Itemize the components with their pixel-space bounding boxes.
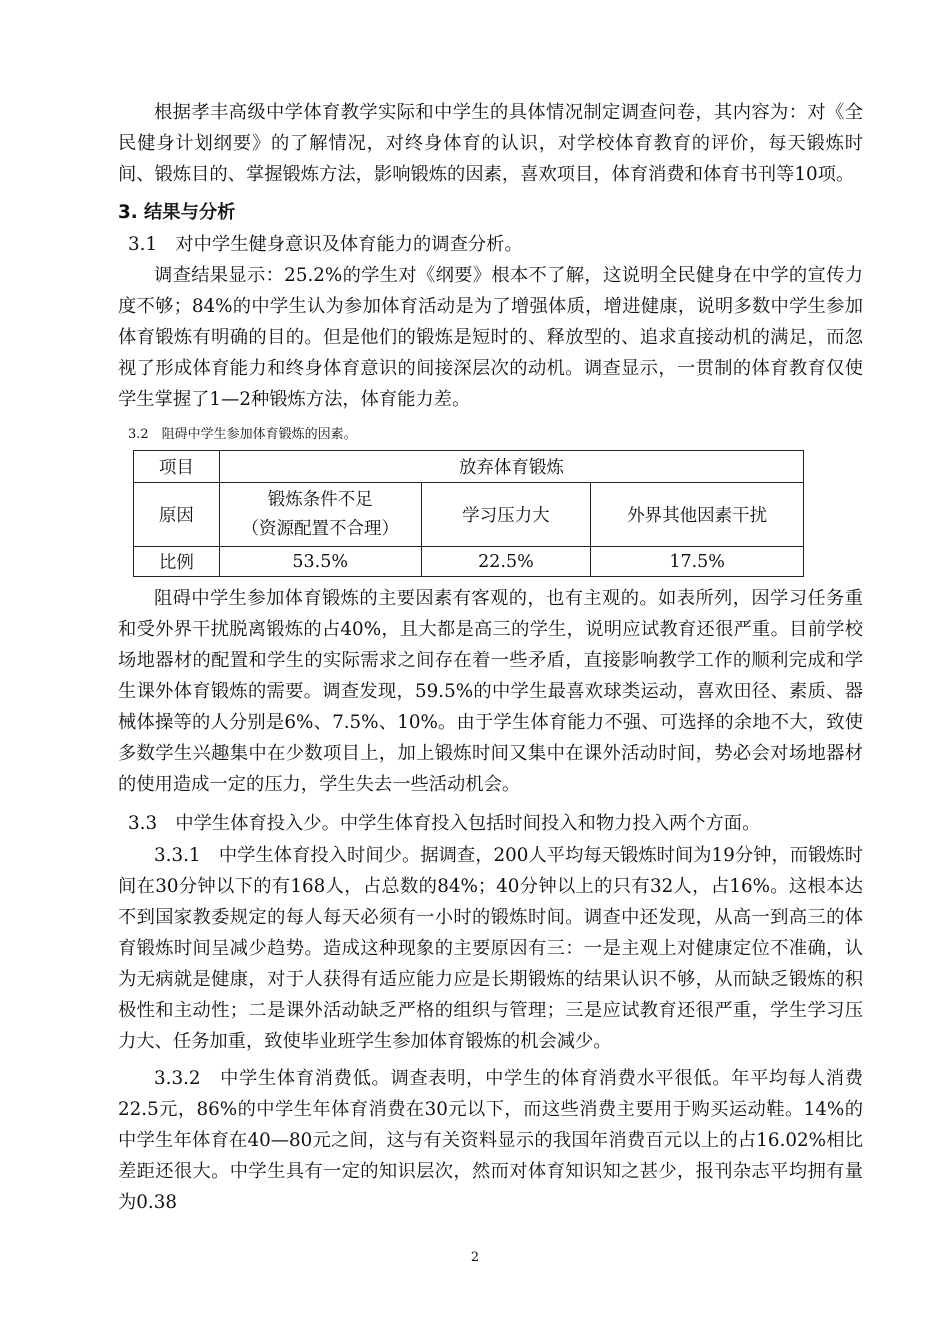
- table-cell: 比例: [134, 547, 220, 577]
- table-cell: 17.5%: [591, 547, 804, 577]
- section-3-3-2-paragraph: 3.3.2 中学生体育消费低。调查表明，中学生的体育消费水平很低。年平均每人消费22.5元，86%的中学生年体育消费在30元以下，而这些消费主要用于购买运动鞋。14%的中学生年体育在40—80元之间，这与有关资料显示的我国年消费百元以上的占16.02%相比差距还很大。中学生具有一定的知识层次，然而对体育知识知之甚少，报刊杂志平均拥有量为0.38: [118, 1068, 863, 1213]
- table-row: [134, 483, 804, 547]
- table-cell: 22.5%: [421, 547, 591, 577]
- table-row: [134, 451, 804, 483]
- section-3-heading: 3. 结果与分析: [118, 202, 236, 223]
- section-3-2-paragraph: 阻碍中学生参加体育锻炼的主要因素有客观的，也有主观的。如表所列，因学习任务重和受外界干扰脱离锻炼的占40%，且大都是高三的学生，说明应试教育还很严重。目前学校场地器材的配置和学生的实际需求之间存在着一些矛盾，直接影响教学工作的顺利完成和学生课外体育锻炼的需要。调查发现，59.5%的中学生最喜欢球类运动，喜欢田径、素质、器械体操等的人分别是6%、7.5%、10%。由于学生体育能力不强、可选择的余地不大，致使多数学生兴趣集中在少数项目上，加上锻炼时间又集中在课外活动时间，势必会对场地器材的使用造成一定的压力，学生失去一些活动机会。: [118, 588, 863, 795]
- table-cell: 学习压力大: [421, 483, 591, 547]
- section-3-3-1-paragraph: 3.3.1 中学生体育投入时间少。据调查，200人平均每天锻炼时间为19分钟，而锻炼时间在30分钟以下的有168人，占总数的84%；40分钟以上的只有32人，占16%。这根本达不到国家教委规定的每人每天必须有一小时的锻炼时间。调查中还发现，从高一到高三的体育锻炼时间呈减少趋势。造成这种现象的主要原因有三：一是主观上对健康定位不准确，认为无病就是健康，对于人获得有适应能力应是长期锻炼的结果认识不够，从而缺乏锻炼的积极性和主动性；二是课外活动缺乏严格的组织与管理；三是应试教育还很严重，学生学习压力大、任务加重，致使毕业班学生参加体育锻炼的机会减少。: [118, 845, 863, 1052]
- table-cell: [219, 483, 421, 547]
- intro-paragraph: 根据孝丰高级中学体育教学实际和中学生的具体情况制定调查问卷，其内容为：对《全民健身计划纲要》的了解情况，对终身体育的认识，对学校体育教育的评价，每天锻炼时间、锻炼目的、掌握锻炼方法，影响锻炼的因素，喜欢项目，体育消费和体育书刊等10项。: [118, 102, 863, 185]
- table-row: [134, 547, 804, 577]
- table-cell: 53.5%: [219, 547, 421, 577]
- factors-table: [133, 450, 804, 577]
- table-cell: 原因: [134, 483, 220, 547]
- section-3-1-paragraph: 调查结果显示：25.2%的学生对《纲要》根本不了解，这说明全民健身在中学的宣传力度不够；84%的中学生认为参加体育活动是为了增强体质，增进健康，说明多数中学生参加体育锻炼有明确的目的。但是他们的锻炼是短时的、释放型的、追求直接动机的满足，而忽视了形成体育能力和终身体育意识的间接深层次的动机。调查显示，一贯制的体育教育仅使学生掌握了1—2种锻炼方法，体育能力差。: [118, 265, 863, 410]
- table-cell: 项目: [134, 451, 220, 483]
- table-cell: 放弃体育锻炼: [219, 451, 803, 483]
- table-cell: 外界其他因素干扰: [591, 483, 804, 547]
- table-cell-line: （资源配置不合理）: [241, 518, 399, 539]
- table-caption: 3.2 阻碍中学生参加体育锻炼的因素。: [128, 427, 357, 442]
- section-3-3-heading: 3.3 中学生体育投入少。中学生体育投入包括时间投入和物力投入两个方面。: [128, 813, 761, 834]
- table-cell-line: 锻炼条件不足: [267, 489, 373, 510]
- page-number: 2: [470, 1250, 480, 1265]
- section-3-1-heading: 3.1 对中学生健身意识及体育能力的调查分析。: [128, 234, 523, 255]
